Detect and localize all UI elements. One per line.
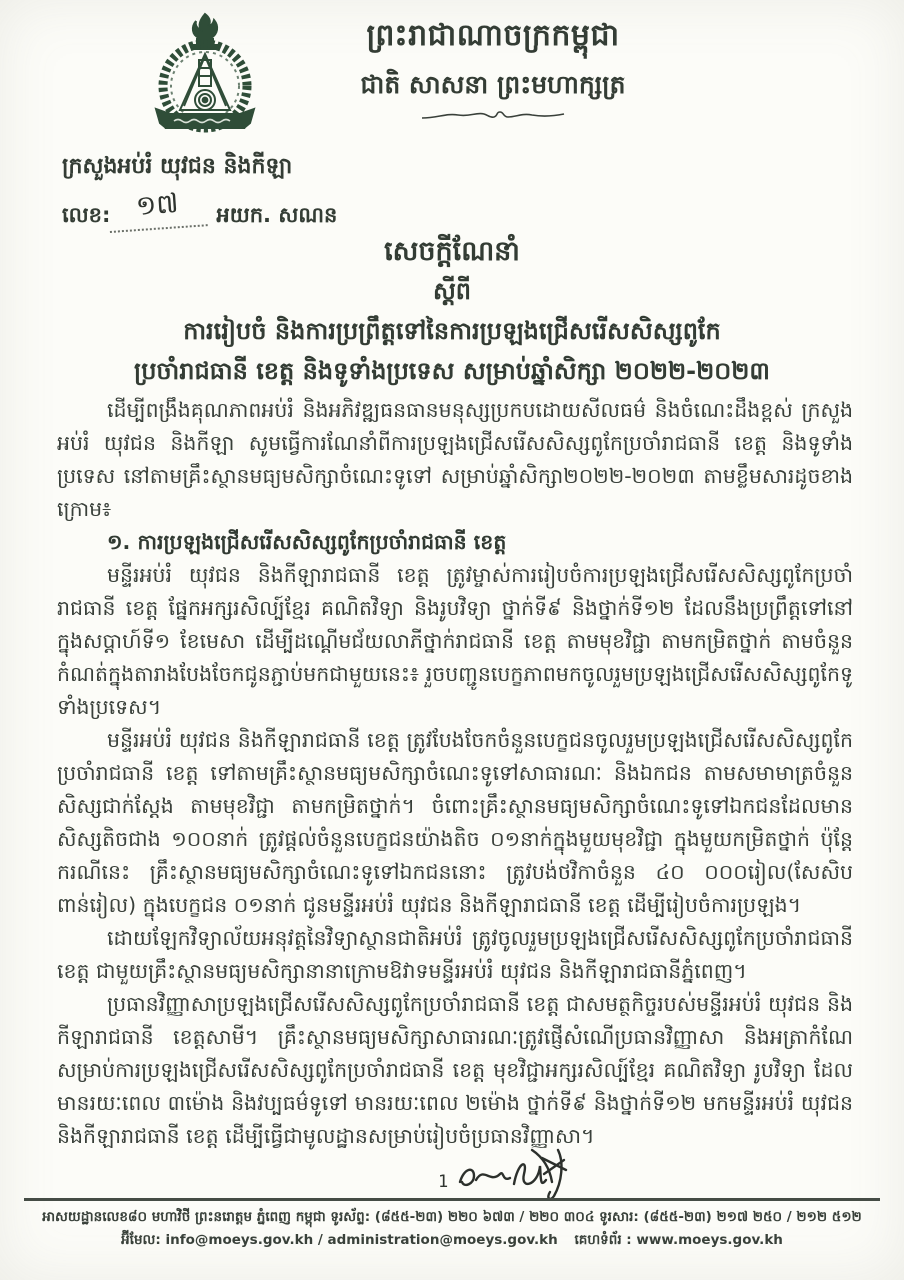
email-label: អ៊ីមែល: <box>121 1232 161 1248</box>
doc-number-line <box>62 188 338 233</box>
body-paragraph-2: មន្ទីរអប់រំ យុវជន និងកីឡារាជធានី ខេត្ត ត្រូវម្ចាស់ការរៀបចំការប្រឡងជ្រើសរើសសិស្សពូកែប្រចាំរាជធានី ខេត្ត ផ្នែកអក្សរសិល្ប៍ខ្មែរ គណិតវិទ្យា និងរូបវិទ្យា ថ្នាក់ទី៩ និងថ្នាក់ទី១២ ដែលនឹងប្រព្រឹត្តទៅនៅក្នុងសប្តាហ៍ទី១ ខែមេសា ដើម្បីដណ្តើមជ័យលាភីថ្នាក់រាជធានី ខេត្ត តាមមុខវិជ្ជា តាមកម្រិតថ្នាក់ តាមចំនួនកំណត់ក្នុងតារាងបែងចែកជូនភ្ជាប់មកជាមួយនេះ៖ រួចបញ្ជូនបេក្ខភាពមកចូលរួមប្រឡងជ្រើសរើសសិស្សពូកែទូទាំងប្រទេស។ <box>57 563 853 719</box>
email-addresses: info@moeys.gov.kh / administration@moeys.gov.kh <box>165 1232 558 1248</box>
subject-title <box>0 311 904 391</box>
kingdom-title: ព្រះរាជាណាចក្រកម្ពុជា <box>366 18 620 53</box>
footer-divider <box>24 1198 880 1201</box>
footer-contact-block <box>0 1206 904 1252</box>
regarding-label: ស្តីពី <box>432 277 472 305</box>
ministry-name: ក្រសួងអប់រំ យុវជន និងកីឡា <box>62 154 293 179</box>
subject-title-line1: ការរៀបចំ និងការប្រព្រឹត្តទៅនៃការប្រឡងជ្រើសរើសសិស្សពូកែ <box>183 317 721 345</box>
moeys-emblem-icon <box>140 10 270 144</box>
section-1-heading: ១. ការប្រឡងជ្រើសរើសសិស្សពូកែប្រចាំរាជធានី ខេត្ត <box>107 530 507 554</box>
footer-contact-line <box>0 1229 904 1252</box>
body-paragraph-5: ប្រធានវិញ្ញាសាប្រឡងជ្រើសរើសសិស្សពូកែប្រចាំរាជធានី ខេត្ត ជាសមត្ថកិច្ចរបស់មន្ទីរអប់រំ យុវជន និងកីឡារាជធានី ខេត្តសាមី។ គ្រឹះស្ថានមធ្យមសិក្សាសាធារណៈត្រូវផ្ញើសំណើប្រធានវិញ្ញាសា និងអត្រាកំណែសម្រាប់ការប្រឡងជ្រើសរើសសិស្សពូកែប្រចាំរាជធានី ខេត្ត មុខវិជ្ជាអក្សរសិល្ប៍ខ្មែរ គណិតវិទ្យា រូបវិទ្យា ដែលមានរយៈពេល ៣ម៉ោង និងវប្បធម៌ទូទៅ មានរយៈពេល ២ម៉ោង ថ្នាក់ទី៩ និងថ្នាក់ទី១២ មកមន្ទីរអប់រំ យុវជន និងកីឡារាជធានី ខេត្ត ដើម្បីធ្វើជាមូលដ្ឋានសម្រាប់រៀបចំប្រធានវិញ្ញាសា។ <box>57 992 853 1148</box>
motto-flourish-ornament <box>278 108 708 128</box>
doc-number-handwritten-value: ១៧ <box>108 185 209 233</box>
footer-address: អាសយដ្ឋានលេខ៨០ មហាវិថី ព្រះនរោត្តម ភ្នំពេញ កម្ពុជា ទូរស័ព្ទ: (៨៥៥-២៣) ២២០ ៦៧៣ / ២២០ ៣០៤ ទូរសារ: (៨៥៥-២៣) ២១៧ ២៥០ / ២១២ ៥១២ <box>42 1209 862 1225</box>
website-label: គេហទំព័រ : <box>574 1232 632 1248</box>
body-paragraph-4: ដោយឡែកវិទ្យាល័យអនុវត្តនៃវិទ្យាស្ថានជាតិអប់រំ ត្រូវចូលរួមប្រឡងជ្រើសរើសសិស្សពូកែប្រចាំរាជធានី ខេត្ត ជាមួយគ្រឹះស្ថានមធ្យមសិក្សានានាក្រោមឱវាទមន្ទីរអប់រំ យុវជន និងកីឡារាជធានីភ្នំពេញ។ <box>57 926 853 983</box>
website-url: www.moeys.gov.kh <box>636 1232 783 1248</box>
body-paragraph-1: ដើម្បីពង្រឹងគុណភាពអប់រំ និងអភិវឌ្ឍធនធានមនុស្សប្រកបដោយសីលធម៌ និងចំណេះដឹងខ្ពស់ ក្រសួងអប់រំ យុវជន និងកីឡា សូមធ្វើការណែនាំពីការប្រឡងជ្រើសរើសសិស្សពូកែប្រចាំរាជធានី ខេត្ត និងទូទាំងប្រទេស នៅតាមគ្រឹះស្ថានមធ្យមសិក្សាចំណេះទូទៅ សម្រាប់ឆ្នាំសិក្សា២០២២-២០២៣ តាមខ្លឹមសារដូចខាងក្រោម៖ <box>57 398 853 521</box>
page-number: 1 <box>438 1172 449 1192</box>
national-motto: ជាតិ សាសនា ព្រះមហាក្សត្រ <box>360 70 626 99</box>
doc-type-title: សេចក្តីណែនាំ <box>384 236 520 267</box>
body-paragraph-3: មន្ទីរអប់រំ យុវជន និងកីឡារាជធានី ខេត្ត ត្រូវបែងចែកចំនួនបេក្ខជនចូលរួមប្រឡងជ្រើសរើសសិស្សពូកែប្រចាំរាជធានី ខេត្ត ទៅតាមគ្រឹះស្ថានមធ្យមសិក្សាចំណេះទូទៅសាធារណៈ និងឯកជន តាមសមាមាត្រចំនួនសិស្សជាក់ស្តែង តាមមុខវិជ្ជា តាមកម្រិតថ្នាក់។ ចំពោះគ្រឹះស្ថានមធ្យមសិក្សាចំណេះទូទៅឯកជនដែលមានសិស្សតិចជាង ១០០នាក់ ត្រូវផ្តល់ចំនួនបេក្ខជនយ៉ាងតិច ០១នាក់ក្នុងមួយមុខវិជ្ជា ក្នុងមួយកម្រិតថ្នាក់ ប៉ុន្តែករណីនេះ គ្រឹះស្ថានមធ្យមសិក្សាចំណេះទូទៅឯកជននោះ ត្រូវបង់ថវិកាចំនួន ៤០ ០០០រៀល(សែសិបពាន់រៀល) ក្នុងបេក្ខជន ០១នាក់ ជូនមន្ទីរអប់រំ យុវជន និងកីឡារាជធានី ខេត្ត ដើម្បីរៀបចំការប្រឡង។ <box>57 728 853 917</box>
document-body <box>57 394 853 1153</box>
doc-number-suffix: អយក. សណន <box>216 203 338 227</box>
doc-number-label: លេខ: <box>62 203 111 227</box>
subject-title-line2: ប្រចាំរាជធានី ខេត្ត និងទូទាំងប្រទេស សម្រាប់ឆ្នាំសិក្សា ២០២២-២០២៣ <box>134 357 770 385</box>
